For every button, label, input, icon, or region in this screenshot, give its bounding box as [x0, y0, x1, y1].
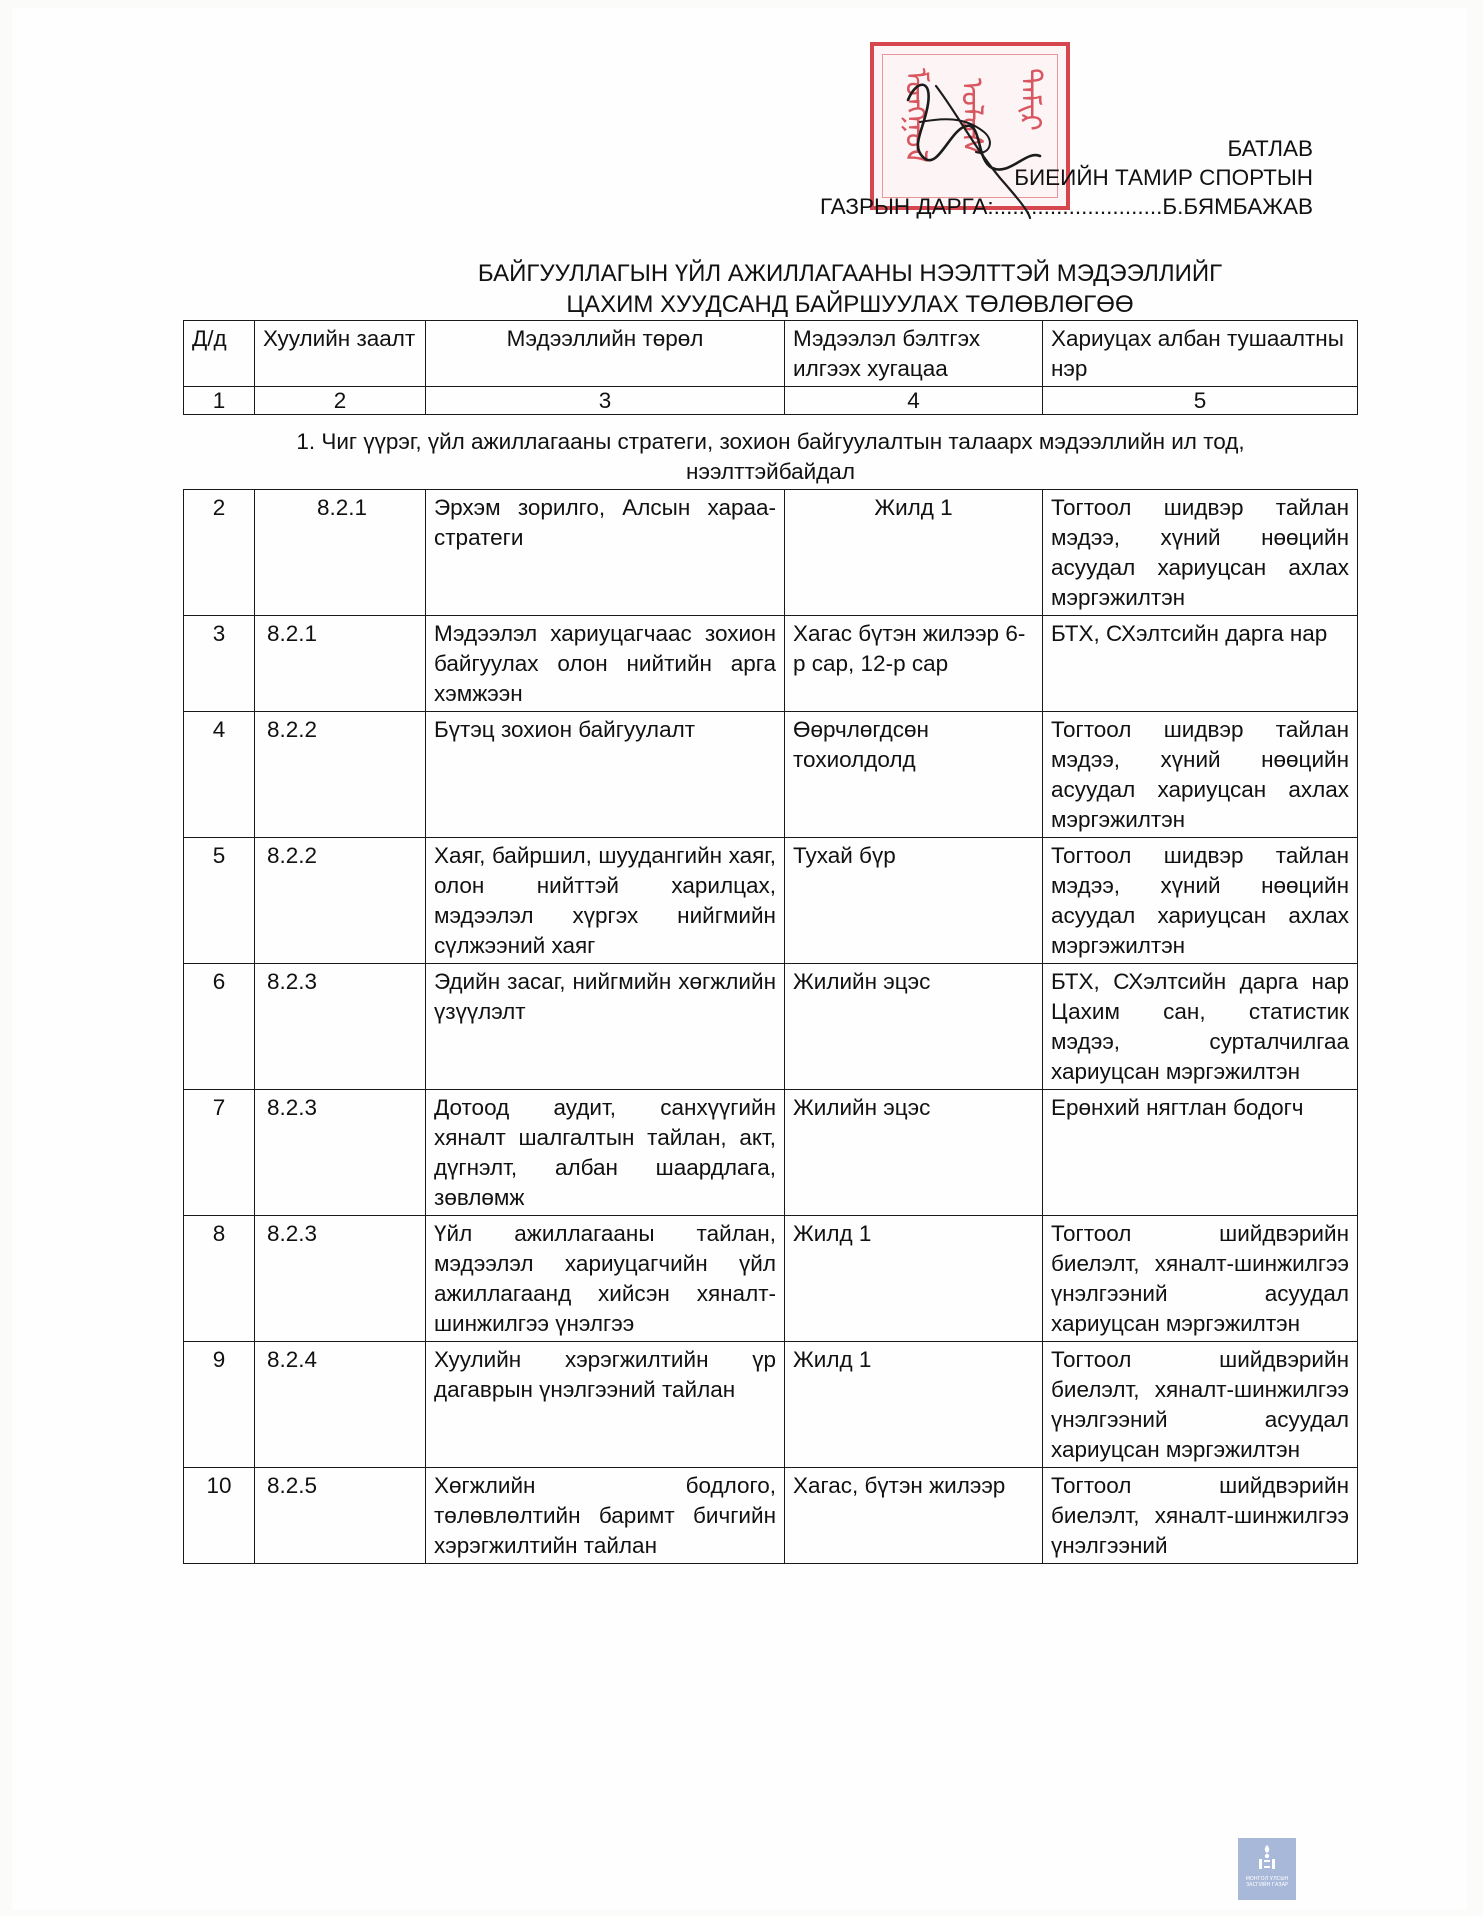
approval-signatory: ГАЗРЫН ДАРГА:...........................Б.БЯМБАЖАВ: [819, 194, 1313, 219]
approval-block: [760, 134, 1313, 221]
row-info-type: Хуулийн хэрэгжилтийн үр дагаврын үнэлгээний тайлан: [426, 1342, 785, 1468]
column-number: 4: [785, 387, 1043, 415]
table-row: [184, 1216, 1358, 1342]
column-number: 2: [255, 387, 426, 415]
section-heading: 1. Чиг үүрэг, үйл ажиллагааны стратеги, зохион байгуулалтын талаарх мэдээллийн ил тод, нээлттэйбайдал: [184, 415, 1358, 490]
row-number: 4: [184, 712, 255, 838]
row-number: 5: [184, 838, 255, 964]
stamp-script: ᠤᠯᠤᠰ: [954, 78, 989, 157]
row-info-type: Эрхэм зорилго, Алсын хараа-стратеги: [426, 490, 785, 616]
row-responsible: Тогтоол шийдвэрийн биелэлт, хяналт-шинжилгээ үнэлгээний асуудал хариуцсан мэргэжилтэн: [1043, 1216, 1358, 1342]
row-info-type: Хөгжлийн бодлого, төлөвлөлтийн баримт бичгийн хэрэгжилтийн тайлан: [426, 1468, 785, 1564]
title-line-1: БАЙГУУЛЛАГЫН ҮЙЛ АЖИЛЛАГААНЫ НЭЭЛТТЭЙ МЭДЭЭЛЛИЙГ: [477, 260, 1223, 287]
header-responsible: Хариуцах албан тушаалтны нэр: [1043, 321, 1358, 387]
soyombo-emblem-icon: [1258, 1844, 1276, 1870]
row-deadline: Жилийн эцэс: [785, 1090, 1043, 1216]
row-info-type: Дотоод аудит, санхүүгийн хяналт шалгалтын тайлан, акт, дүгнэлт, албан шаардлага, зөвлөмж: [426, 1090, 785, 1216]
row-clause: 8.2.5: [255, 1468, 426, 1564]
logo-caption: МОНГОЛ УЛСЫН ЗАСГИЙН ГАЗАР: [1245, 1876, 1289, 1888]
row-responsible: Тогтоол шийдвэрийн биелэлт, хяналт-шинжилгээ үнэлгээний: [1043, 1468, 1358, 1564]
row-responsible: Тогтоол шидвэр тайлан мэдээ, хүний нөөцийн асуудал хариуцсан ахлах мэргэжилтэн: [1043, 838, 1358, 964]
table-row: [184, 490, 1358, 616]
table-header-row: [184, 321, 1358, 387]
row-number: 10: [184, 1468, 255, 1564]
row-responsible: Тогтоол шидвэр тайлан мэдээ, хүний нөөцийн асуудал хариуцсан ахлах мэргэжилтэн: [1043, 712, 1358, 838]
column-number: 1: [184, 387, 255, 415]
row-clause: 8.2.3: [255, 1216, 426, 1342]
row-clause: 8.2.1: [255, 490, 426, 616]
row-clause: 8.2.2: [255, 838, 426, 964]
row-info-type: Бүтэц зохион байгуулалт: [426, 712, 785, 838]
approval-organization: БИЕИЙН ТАМИР СПОРТЫН: [1014, 165, 1313, 190]
row-deadline: Хагас, бүтэн жилээр: [785, 1468, 1043, 1564]
government-logo: [1238, 1838, 1296, 1900]
header-info-type: Мэдээллийн төрөл: [426, 321, 785, 387]
document-title: [380, 258, 1320, 320]
header-deadline: Мэдээлэл бэлтгэх илгээх хугацаа: [785, 321, 1043, 387]
row-number: 7: [184, 1090, 255, 1216]
row-number: 6: [184, 964, 255, 1090]
row-number: 2: [184, 490, 255, 616]
table-row: [184, 1342, 1358, 1468]
table-row: [184, 616, 1358, 712]
column-number: 3: [426, 387, 785, 415]
column-number-row: [184, 387, 1358, 415]
row-info-type: Үйл ажиллагааны тайлан, мэдээлэл хариуцагчийн үйл ажиллагаанд хийсэн хяналт- шинжилгээ үнэлгээ: [426, 1216, 785, 1342]
table-row: [184, 1468, 1358, 1564]
row-number: 9: [184, 1342, 255, 1468]
row-responsible: Тогтоол шидвэр тайлан мэдээ, хүний нөөцийн асуудал хариуцсан ахлах мэргэжилтэн: [1043, 490, 1358, 616]
row-number: 3: [184, 616, 255, 712]
row-info-type: Хаяг, байршил, шуудангийн хаяг, олон нийттэй харилцах, мэдээлэл хүргэх нийгмийн сүлжээний хаяг: [426, 838, 785, 964]
row-deadline: Өөрчлөгдсөн тохиолдолд: [785, 712, 1043, 838]
row-clause: 8.2.4: [255, 1342, 426, 1468]
row-info-type: Мэдээлэл хариуцагчаас зохион байгуулах олон нийтийн арга хэмжээн: [426, 616, 785, 712]
row-responsible: Тогтоол шийдвэрийн биелэлт, хяналт-шинжилгээ үнэлгээний асуудал хариуцсан мэргэжилтэн: [1043, 1342, 1358, 1468]
row-deadline: Тухай бүр: [785, 838, 1043, 964]
plan-table: [183, 320, 1358, 1564]
table-row: [184, 838, 1358, 964]
row-number: 8: [184, 1216, 255, 1342]
title-line-2: ЦАХИМ ХУУДСАНД БАЙРШУУЛАХ ТӨЛӨВЛӨГӨӨ: [566, 291, 1134, 318]
row-deadline: Жилд 1: [785, 1216, 1043, 1342]
row-deadline: Жилд 1: [785, 490, 1043, 616]
row-deadline: Жилд 1: [785, 1342, 1043, 1468]
row-deadline: Жилийн эцэс: [785, 964, 1043, 1090]
row-responsible: БТХ, СХэлтсийн дарга нар: [1043, 616, 1358, 712]
stamp-script: ᠮᠣᠩᠭᠣᠯ: [898, 68, 933, 163]
row-responsible: БТХ, СХэлтсийн дарга нар Цахим сан, статистик мэдээ, сурталчилгаа хариуцсан мэргэжилтэн: [1043, 964, 1358, 1090]
header-number: Д/д: [184, 321, 255, 387]
table-row: [184, 1090, 1358, 1216]
row-info-type: Эдийн засаг, нийгмийн хөгжлийн үзүүлэлт: [426, 964, 785, 1090]
row-clause: 8.2.2: [255, 712, 426, 838]
row-deadline: Хагас бүтэн жилээр 6-р сар, 12-р сар: [785, 616, 1043, 712]
row-clause: 8.2.3: [255, 1090, 426, 1216]
row-responsible: Ерөнхий нягтлан бодогч: [1043, 1090, 1358, 1216]
section-heading-row: [184, 415, 1358, 490]
row-clause: 8.2.3: [255, 964, 426, 1090]
stamp-script: ᠲᠠᠮᠢᠷ: [1012, 68, 1047, 131]
header-clause: Хуулийн заалт: [255, 321, 426, 387]
row-clause: 8.2.1: [255, 616, 426, 712]
table-row: [184, 964, 1358, 1090]
table-row: [184, 712, 1358, 838]
column-number: 5: [1043, 387, 1358, 415]
approval-heading: БАТЛАВ: [1227, 136, 1313, 161]
